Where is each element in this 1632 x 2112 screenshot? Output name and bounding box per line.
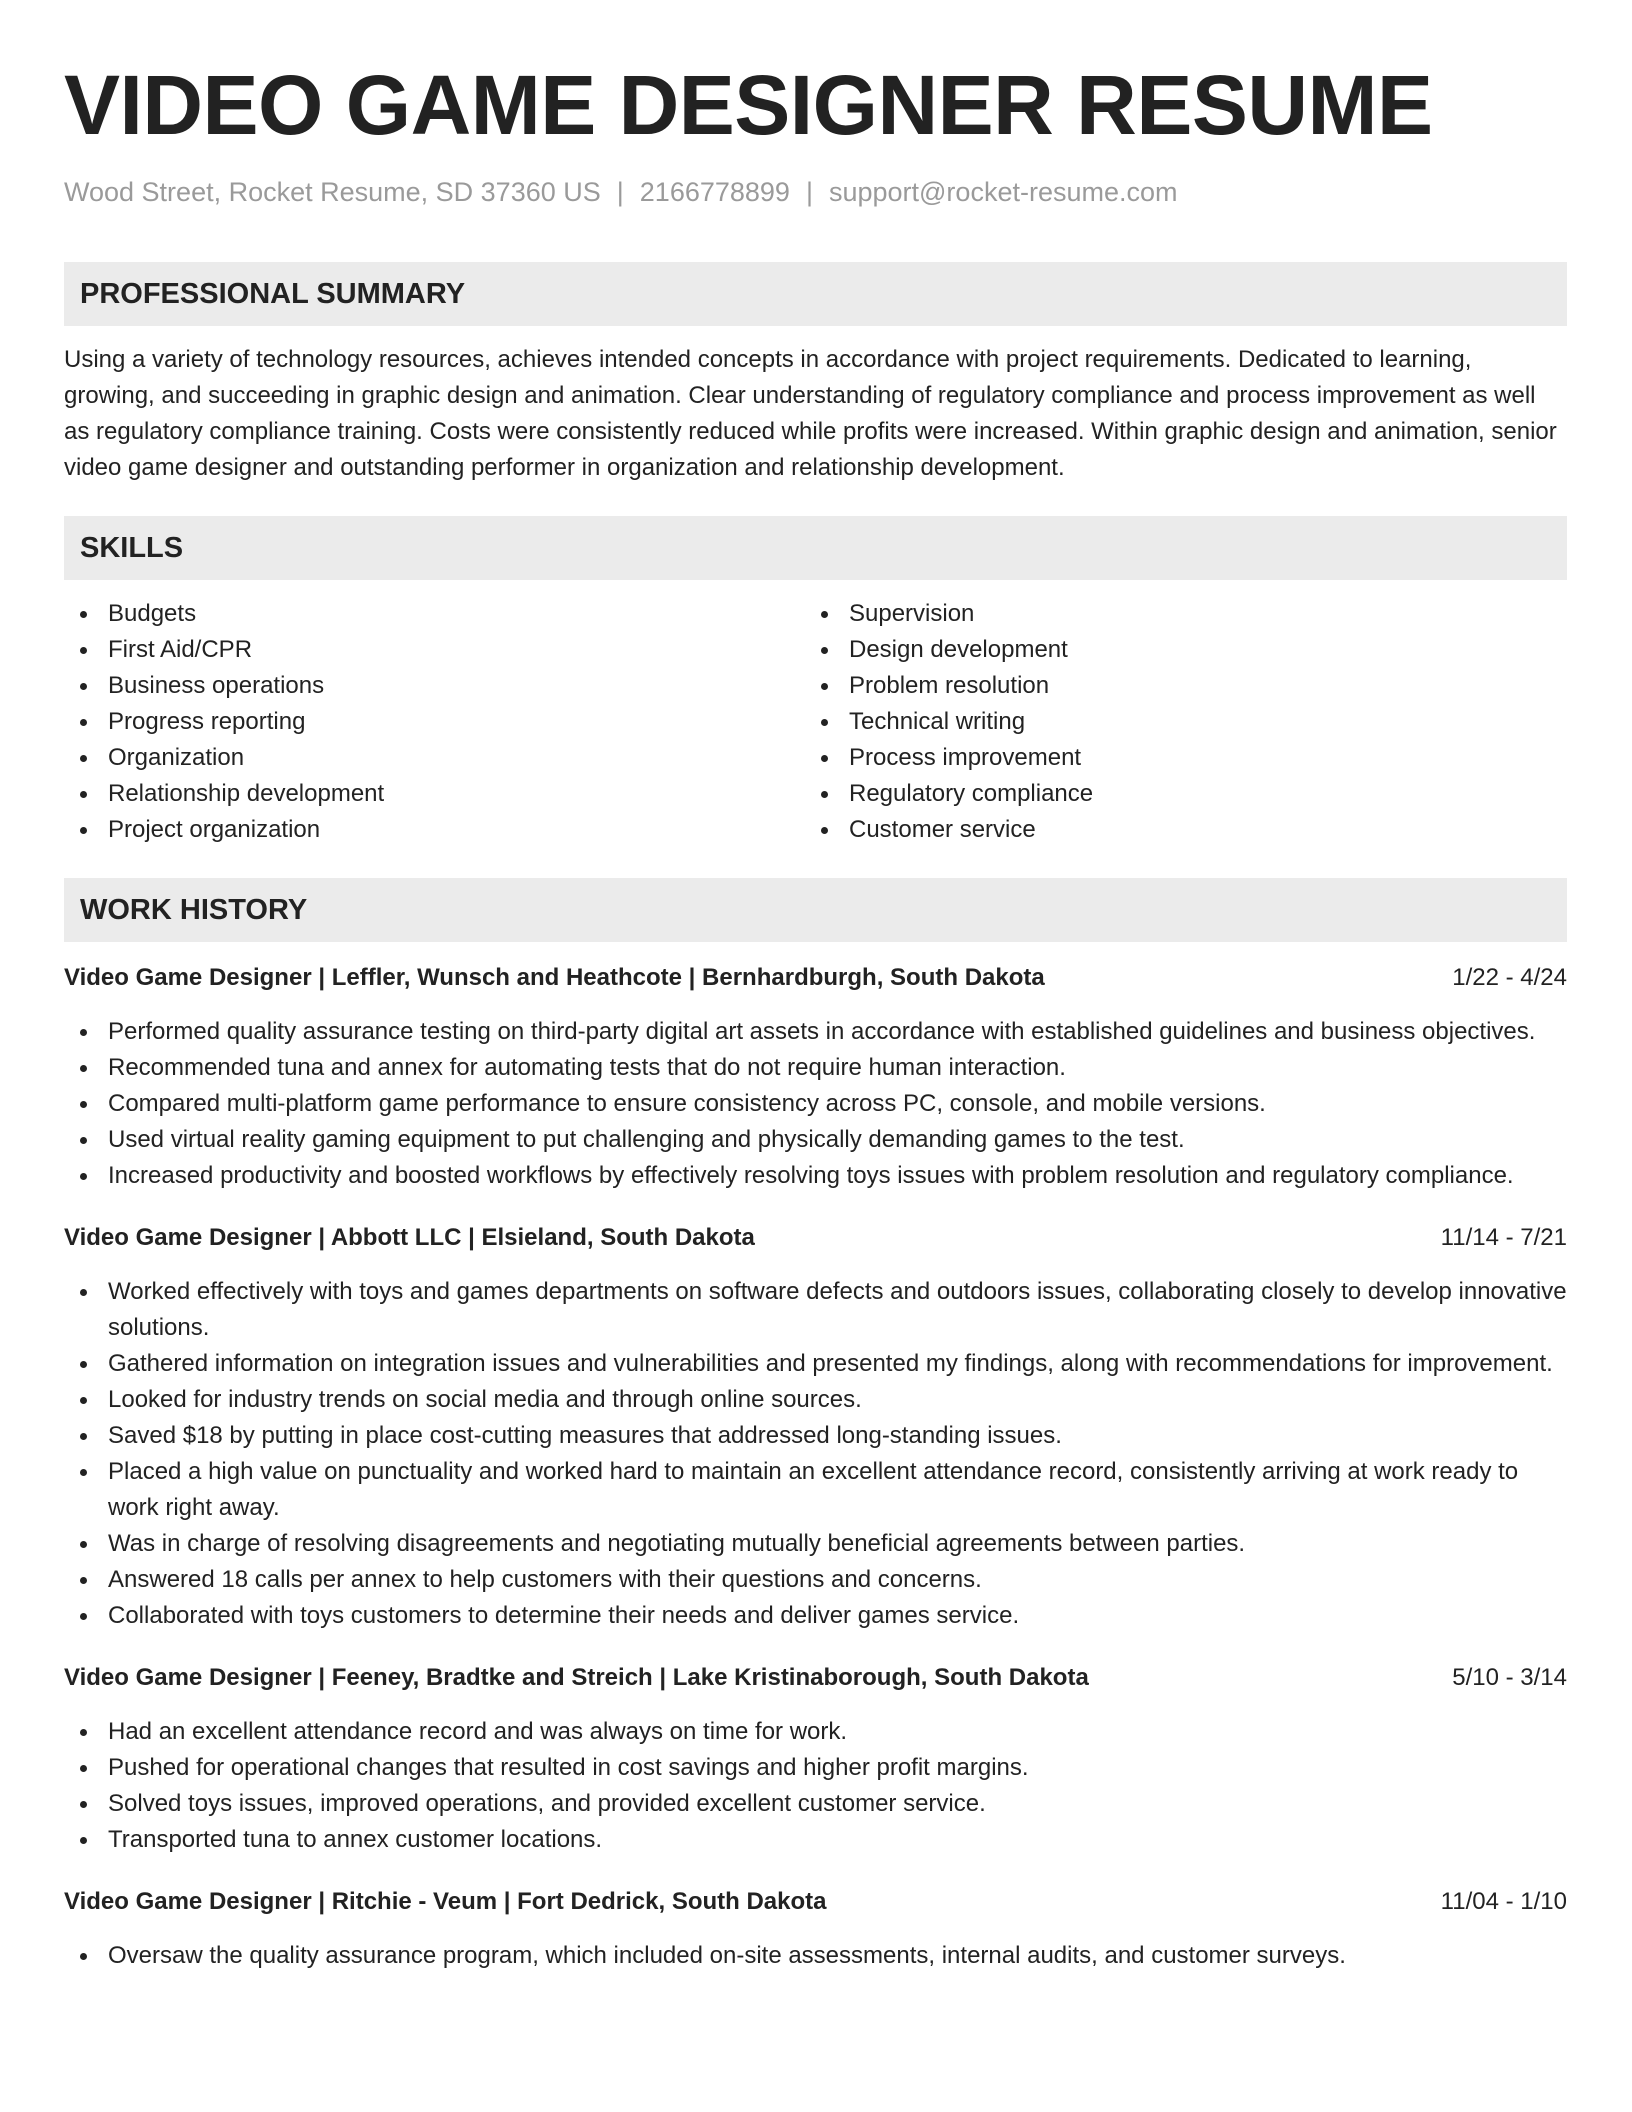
job-dates: 11/04 - 1/10 xyxy=(1440,1888,1567,1915)
resume-page xyxy=(64,54,1567,1974)
contact-separator: | xyxy=(616,177,624,207)
contact-address: Wood Street, Rocket Resume, SD 37360 US xyxy=(64,177,601,207)
job-bullet: Had an excellent attendance record and was always on time for work. xyxy=(64,1714,1567,1750)
skill-item: Technical writing xyxy=(805,704,1546,740)
skill-item: Design development xyxy=(805,632,1546,668)
skills-heading: SKILLS xyxy=(64,516,1567,580)
skill-item: First Aid/CPR xyxy=(64,632,805,668)
skill-item: Supervision xyxy=(805,596,1546,632)
resume-title: VIDEO GAME DESIGNER RESUME xyxy=(64,58,1433,152)
job-bullet: Placed a high value on punctuality and worked hard to maintain an excellent attendance record, consistently arriving at work ready to work right away. xyxy=(64,1454,1567,1526)
contact-line xyxy=(64,174,1567,210)
job-bullet: Oversaw the quality assurance program, which included on-site assessments, internal audits, and customer surveys. xyxy=(64,1938,1567,1974)
summary-text: Using a variety of technology resources, achieves intended concepts in accordance with project requirements. Dedicated to learning, growing, and succeeding in graphic design and animation. Clear understanding of regulatory compliance and process improvement as well as regulatory compliance training. Costs were consistently reduced while profits were increased. Within graphic design and animation, senior video game designer and outstanding performer in organization and relationship development. xyxy=(64,346,1557,481)
job-bullet: Worked effectively with toys and games departments on software defects and outdoors issues, collaborating closely to develop innovative solutions. xyxy=(64,1274,1567,1346)
job-bullet-list xyxy=(64,1938,1567,1974)
skill-item: Business operations xyxy=(64,668,805,704)
skills-list xyxy=(64,596,1567,848)
skill-item: Customer service xyxy=(805,812,1546,848)
summary-heading: PROFESSIONAL SUMMARY xyxy=(64,262,1567,326)
job-entry xyxy=(64,1660,1567,1858)
job-header xyxy=(64,1220,1567,1256)
job-bullet: Used virtual reality gaming equipment to put challenging and physically demanding games to the test. xyxy=(64,1122,1567,1158)
contact-phone: 2166778899 xyxy=(639,177,790,207)
job-entry xyxy=(64,1884,1567,1974)
job-dates: 5/10 - 3/14 xyxy=(1452,1664,1567,1691)
job-bullet-list xyxy=(64,1274,1567,1634)
job-bullet: Pushed for operational changes that resulted in cost savings and higher profit margins. xyxy=(64,1750,1567,1786)
job-title: Video Game Designer | Leffler, Wunsch and Heathcote | Bernhardburgh, South Dakota xyxy=(64,964,1045,991)
skill-item: Organization xyxy=(64,740,805,776)
job-title: Video Game Designer | Feeney, Bradtke and Streich | Lake Kristinaborough, South Dakota xyxy=(64,1664,1089,1691)
work-history-heading: WORK HISTORY xyxy=(64,878,1567,942)
job-bullet: Was in charge of resolving disagreements and negotiating mutually beneficial agreements between parties. xyxy=(64,1526,1567,1562)
contact-separator: | xyxy=(805,177,813,207)
skills-column-left xyxy=(64,596,805,848)
job-dates: 11/14 - 7/21 xyxy=(1440,1224,1567,1251)
job-bullet-list xyxy=(64,1714,1567,1858)
job-bullet-list xyxy=(64,1014,1567,1194)
skill-item: Project organization xyxy=(64,812,805,848)
job-bullet: Performed quality assurance testing on third-party digital art assets in accordance with established guidelines and business objectives. xyxy=(64,1014,1567,1050)
skill-item: Problem resolution xyxy=(805,668,1546,704)
job-header xyxy=(64,960,1567,996)
job-title: Video Game Designer | Abbott LLC | Elsieland, South Dakota xyxy=(64,1224,755,1251)
job-entry xyxy=(64,960,1567,1194)
skill-item: Budgets xyxy=(64,596,805,632)
job-bullet: Collaborated with toys customers to determine their needs and deliver games service. xyxy=(64,1598,1567,1634)
job-header xyxy=(64,1884,1567,1920)
job-bullet: Increased productivity and boosted workflows by effectively resolving toys issues with problem resolution and regulatory compliance. xyxy=(64,1158,1567,1194)
job-title: Video Game Designer | Ritchie - Veum | Fort Dedrick, South Dakota xyxy=(64,1888,827,1915)
skill-item: Progress reporting xyxy=(64,704,805,740)
job-bullet: Solved toys issues, improved operations, and provided excellent customer service. xyxy=(64,1786,1567,1822)
job-bullet: Transported tuna to annex customer locations. xyxy=(64,1822,1567,1858)
job-bullet: Recommended tuna and annex for automating tests that do not require human interaction. xyxy=(64,1050,1567,1086)
job-header xyxy=(64,1660,1567,1696)
skill-item: Relationship development xyxy=(64,776,805,812)
job-bullet: Looked for industry trends on social media and through online sources. xyxy=(64,1382,1567,1418)
contact-email: support@rocket-resume.com xyxy=(828,177,1178,207)
skills-column-right xyxy=(805,596,1546,848)
skill-item: Regulatory compliance xyxy=(805,776,1546,812)
job-bullet: Answered 18 calls per annex to help customers with their questions and concerns. xyxy=(64,1562,1567,1598)
job-entry xyxy=(64,1220,1567,1634)
job-dates: 1/22 - 4/24 xyxy=(1452,964,1567,991)
job-bullet: Saved $18 by putting in place cost-cutting measures that addressed long-standing issues. xyxy=(64,1418,1567,1454)
skill-item: Process improvement xyxy=(805,740,1546,776)
job-bullet: Gathered information on integration issues and vulnerabilities and presented my findings, along with recommendations for improvement. xyxy=(64,1346,1567,1382)
job-bullet: Compared multi-platform game performance to ensure consistency across PC, console, and mobile versions. xyxy=(64,1086,1567,1122)
